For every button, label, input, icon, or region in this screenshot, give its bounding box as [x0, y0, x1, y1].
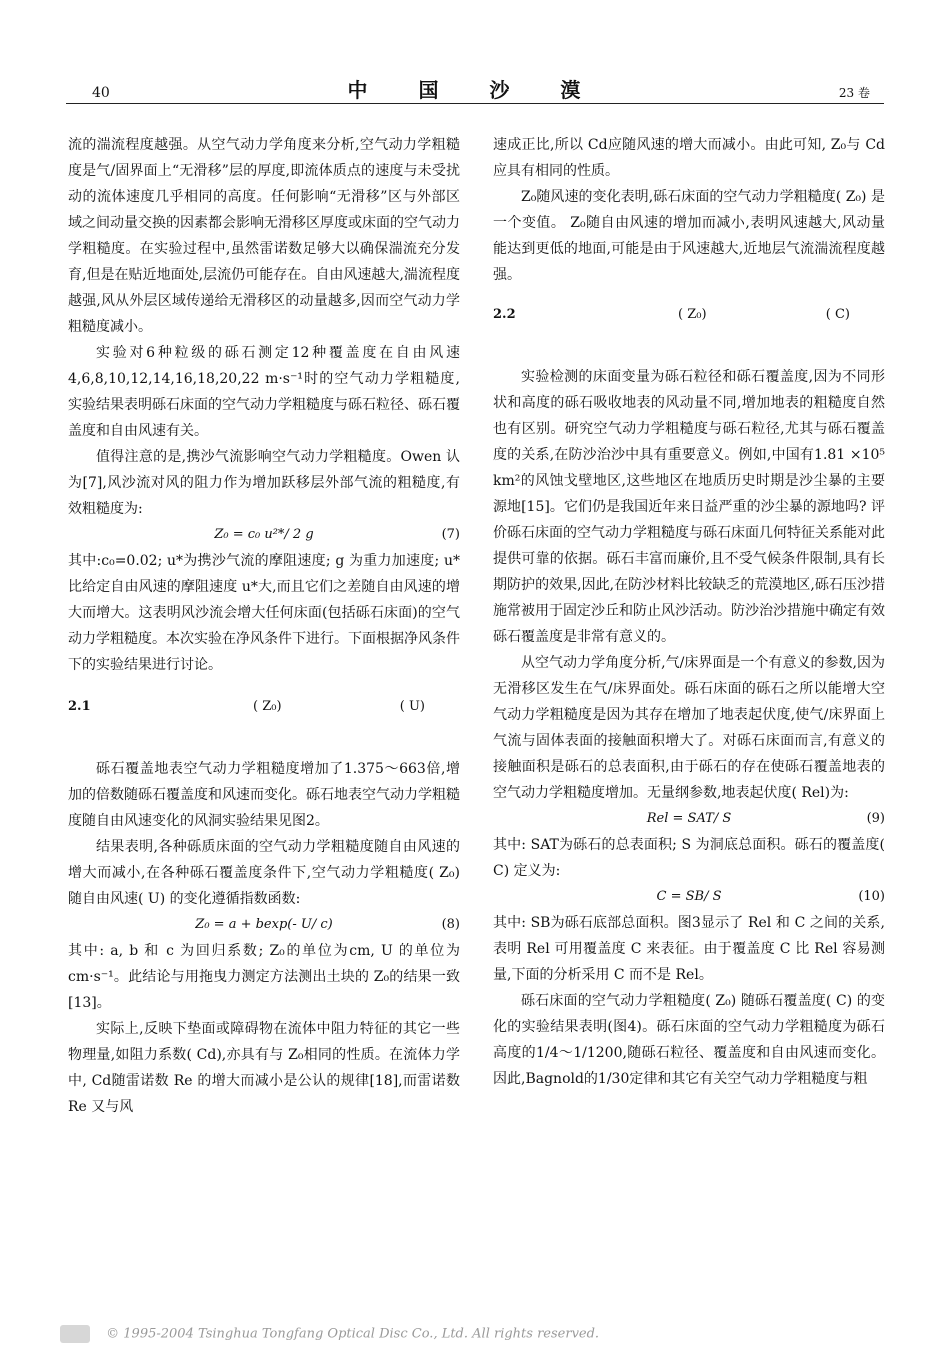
equation-text: Z₀ = a + bexp(- U/ c): [195, 917, 333, 932]
paragraph: 砾石床面的空气动力学粗糙度( Z₀) 随砾石覆盖度( C) 的变化的实验结果表明(图4)。砾石床面的空气动力学粗糙度为砾石高度的1/4～1/1200,随砾石粒径、覆盖度和自由风速而变化。因此,Bagnold的1/30定律和其它有关空气动力学粗糙度与粗: [493, 993, 885, 1087]
paragraph: 结果表明,各种砾质床面的空气动力学粗糙度随自由风速的增大而减小,在各种砾石覆盖度条件下,空气动力学粗糙度( Z₀) 随自由风速( U) 的变化遵循指数函数:: [68, 839, 460, 907]
journal-title: 中 国 沙 漠: [347, 78, 603, 102]
equation-text: Z₀ = c₀ u²*/ 2 g: [214, 527, 314, 542]
paragraph: 实际上,反映下垫面或障碍物在流体中阻力特征的其它一些物理量,如阻力系数( Cd),亦具有与 Z₀相同的性质。在流体力学中, Cd随雷诺数 Re 的增大而减小是公认的规律[18],而雷诺数 Re 又与风: [68, 1021, 460, 1115]
paragraph: 砾石覆盖地表空气动力学粗糙度增加了1.375～663倍,增加的倍数随砾石覆盖度和风速而变化。砾石地表空气动力学粗糙度随自由风速变化的风洞实验结果见图2。: [68, 761, 460, 829]
copyright-text: © 1995-2004 Tsinghua Tongfang Optical Disc Co., Ltd. All rights reserved.: [106, 1326, 600, 1342]
equation-text: C = SB/ S: [656, 889, 722, 904]
section-heading-2-1: [68, 694, 460, 720]
section-number: 2.1: [68, 699, 91, 714]
copyright-footer: [60, 1325, 890, 1349]
section-symbol: ( Z₀): [678, 307, 707, 322]
paragraph: 流的湍流程度越强。从空气动力学角度来分析,空气动力学粗糙度是气/固界面上“无滑移”层的厚度,即流体质点的速度与未受扰动的流体速度几乎相同的高度。任何影响“无滑移”区与外部区域之间动量交换的因素都会影响无滑移区厚度或床面的空气动力学粗糙度。在实验过程中,虽然雷诺数足够大以确保湍流充分发育,但是在贴近地面处,层流仍可能存在。自由风速越大,湍流程度越强,风从外层区域传递给无滑移区的动量越多,因而空气动力学粗糙度减小。: [68, 137, 460, 335]
paragraph: 其中: SB为砾石底部总面积。图3显示了 Rel 和 C 之间的关系,表明 Rel 可用覆盖度 C 来表征。由于覆盖度 C 比 Rel 容易测量,下面的分析采用 C 而不是 Rel。: [493, 915, 885, 983]
paragraph: 值得注意的是,携沙气流影响空气动力学粗糙度。Owen 认为[7],风沙流对风的阻力作为增加跃移层外部气流的粗糙度,有效粗糙度为:: [68, 449, 460, 517]
equation-text: Rel = SAT/ S: [646, 811, 732, 826]
paragraph: 速成正比,所以 Cd应随风速的增大而减小。由此可知, Z₀与 Cd应具有相同的性质。: [493, 137, 885, 179]
paragraph: 其中: a, b 和 c 为回归系数; Z₀的单位为cm, U 的单位为cm·s⁻¹。此结论与用拖曳力测定方法测出土块的 Z₀的结果一致[13]。: [68, 943, 460, 1011]
paragraph: 其中: SAT为砾石的总表面积; S 为洞底总面积。砾石的覆盖度( C) 定义为:: [493, 837, 885, 879]
equation-number: (9): [866, 811, 885, 826]
header-rule: [66, 103, 884, 104]
page-header: [0, 0, 950, 110]
left-column: [68, 132, 460, 1120]
section-symbol: ( U): [399, 699, 425, 714]
equation-8: [68, 912, 460, 938]
equation-7: [68, 522, 460, 548]
volume-label: 23 卷: [838, 86, 870, 100]
paragraph: Z₀随风速的变化表明,砾石床面的空气动力学粗糙度( Z₀) 是一个变值。 Z₀随自由风速的增加而减小,表明风速越大,风动量能达到更低的地面,可能是由于风速越大,近地层气流湍流程度越强。: [493, 189, 885, 283]
page-number: 40: [92, 85, 110, 101]
paragraph: 其中:c₀=0.02; u*为携沙气流的摩阻速度; g 为重力加速度; u*比给定自由风速的摩阻速度 u*大,而且它们之差随自由风速的增大而增大。这表明风沙流会增大任何床面(包括砾石床面)的空气动力学粗糙度。本次实验在净风条件下进行。下面根据净风条件下的实验结果进行讨论。: [68, 553, 460, 673]
right-column: [493, 132, 885, 1092]
section-symbol: ( Z₀): [253, 699, 282, 714]
paragraph: 实验对6种粒级的砾石测定12种覆盖度在自由风速4,6,8,10,12,14,16,18,20,22 m·s⁻¹时的空气动力学粗糙度,实验结果表明砾石床面的空气动力学粗糙度与砾石粒径、砾石覆盖度和自由风速有关。: [68, 345, 460, 439]
paragraph: 实验检测的床面变量为砾石粒径和砾石覆盖度,因为不同形状和高度的砾石吸收地表的风动量不同,增加地表的粗糙度自然也有区别。研究空气动力学粗糙度与砾石粒径,尤其与砾石覆盖度的关系,在防沙治沙中具有重要意义。例如,中国有1.81 ×10⁵ km²的风蚀戈壁地区,这些地区在地质历史时期是沙尘暴的主要源地[15]。它们仍是我国近年来日益严重的沙尘暴的源地吗? 评价砾石床面的空气动力学粗糙度与砾石床面几何特征关系能对此提供可靠的依据。砾石丰富而廉价,且不受气候条件限制,具有长期防护的效果,因此,在防沙材料比较缺乏的荒漠地区,砾石压沙措施常被用于固定沙丘和防止风沙活动。防沙治沙措施中确定有效砾石覆盖度是非常有意义的。: [493, 369, 885, 645]
equation-10: [493, 884, 885, 910]
equation-9: [493, 806, 885, 832]
publisher-logo-icon: [60, 1325, 90, 1343]
paragraph: 从空气动力学角度分析,气/床界面是一个有意义的参数,因为无滑移区发生在气/床界面处。砾石床面的砾石之所以能增大空气动力学粗糙度是因为其存在增加了地表起伏度,使气/床界面上气流与固体表面的接触面积增大了。对砾石床面而言,有意义的接触面积是砾石的总表面积,由于砾石的存在使砾石覆盖地表的空气动力学粗糙度增加。无量纲参数,地表起伏度( Rel)为:: [493, 655, 885, 801]
section-number: 2.2: [493, 307, 516, 322]
section-heading-2-2: [493, 302, 885, 328]
equation-number: (7): [441, 527, 460, 542]
section-symbol: ( C): [825, 307, 850, 322]
equation-number: (10): [858, 889, 885, 904]
equation-number: (8): [441, 917, 460, 932]
